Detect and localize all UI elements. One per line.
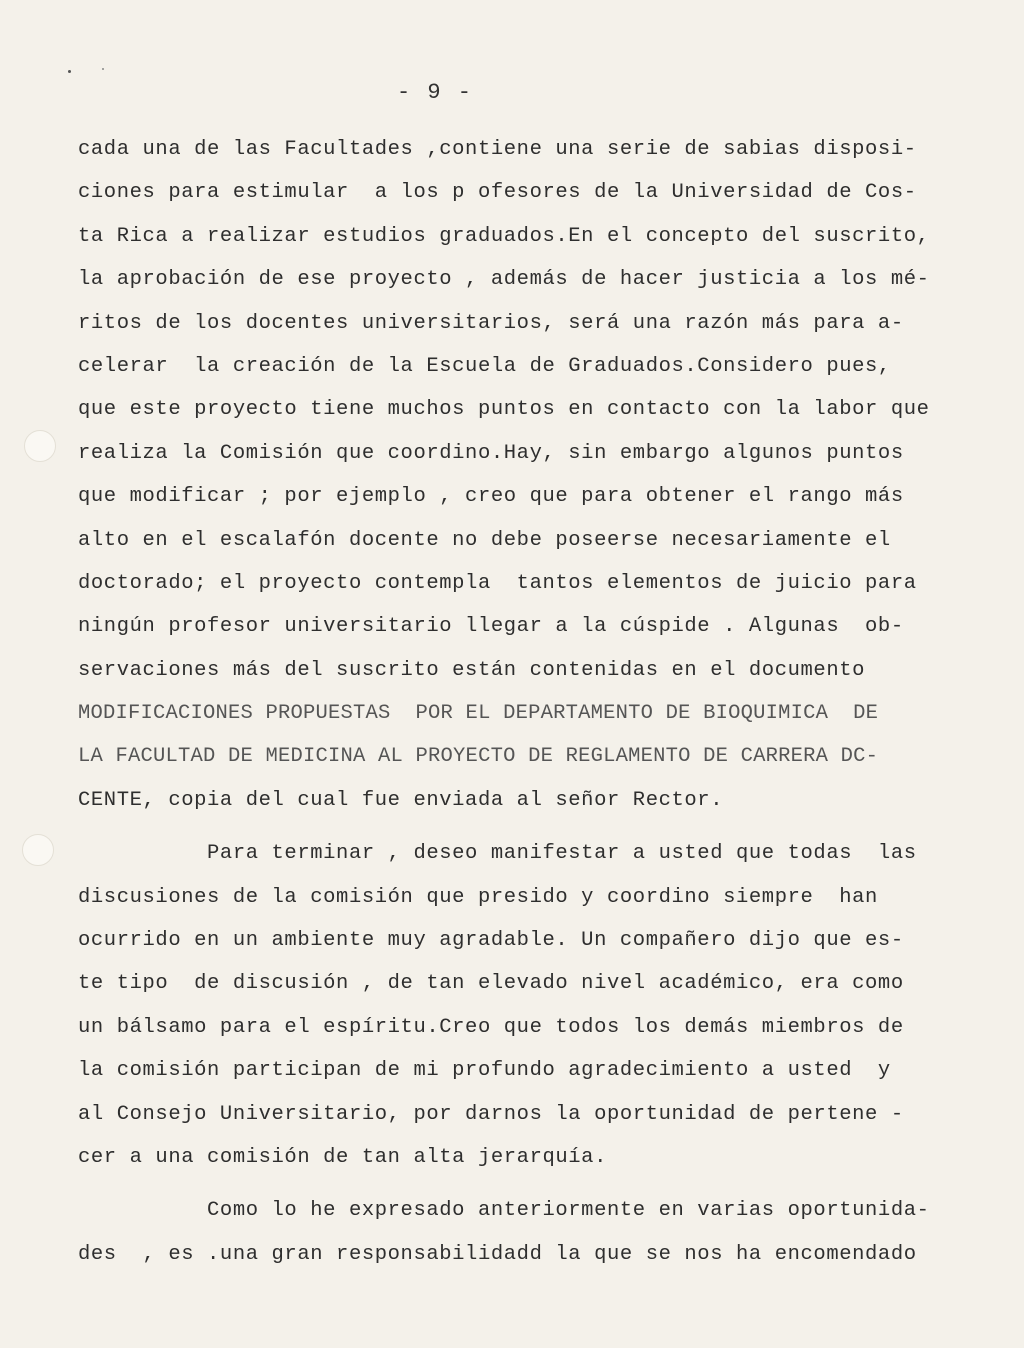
text-line: servaciones más del suscrito están contenidas en el documento: [78, 658, 866, 682]
text-line: cer a una comisión de tan alta jerarquía.: [78, 1145, 607, 1169]
paragraph: [78, 128, 958, 822]
text-line: que este proyecto tiene muchos puntos en contacto con la labor que: [78, 398, 930, 422]
typed-body-text: [78, 128, 958, 1276]
text-line: ciones para estimular a los p ofesores de la Universidad de Cos-: [78, 181, 917, 205]
text-line: realiza la Comisión que coordino.Hay, sin embargo algunos puntos: [78, 441, 904, 465]
punch-hole-top: [24, 430, 56, 462]
text-line: ta Rica a realizar estudios graduados.En el concepto del suscrito,: [78, 224, 930, 248]
text-line: des , es .una gran responsabilidadd la que se nos ha encomendado: [78, 1242, 917, 1266]
text-line: doctorado; el proyecto contempla tantos elementos de juicio para: [78, 571, 917, 595]
text-line: cada una de las Facultades ,contiene una serie de sabias disposi-: [78, 138, 917, 161]
text-line: celerar la creación de la Escuela de Graduados.Considero pues,: [78, 354, 891, 378]
text-line: ritos de los docentes universitarios, será una razón más para a-: [78, 311, 904, 335]
text-line: discusiones de la comisión que presido y coordino siempre han: [78, 885, 878, 909]
ink-speck: [102, 68, 104, 70]
text-line: alto en el escalafón docente no debe poseerse necesariamente el: [78, 528, 891, 552]
paragraph: [78, 832, 958, 1179]
paragraph: [78, 1189, 958, 1276]
text-line: al Consejo Universitario, por darnos la oportunidad de pertene -: [78, 1102, 904, 1126]
text-line: Para terminar , deseo manifestar a usted que todas las: [78, 842, 917, 866]
text-line: la comisión participan de mi profundo agradecimiento a usted y: [78, 1059, 891, 1083]
paragraph-gap: [78, 1179, 958, 1189]
text-line: la aprobación de ese proyecto , además de hacer justicia a los mé-: [78, 268, 930, 292]
text-line: ocurrido en un ambiente muy agradable. Un compañero dijo que es-: [78, 929, 904, 953]
ink-speck: [68, 70, 71, 73]
text-line: CENTE, copia del cual fue enviada al señor Rector.: [78, 788, 724, 812]
text-line: MODIFICACIONES PROPUESTAS POR EL DEPARTAMENTO DE BIOQUIMICA DE: [78, 702, 879, 726]
page-number: - 9 -: [396, 80, 473, 105]
text-line: te tipo de discusión , de tan elevado nivel académico, era como: [78, 972, 904, 996]
paragraph-gap: [78, 822, 958, 832]
text-line: LA FACULTAD DE MEDICINA AL PROYECTO DE REGLAMENTO DE CARRERA DC-: [78, 745, 879, 769]
punch-hole-bottom: [22, 834, 54, 866]
text-line: Como lo he expresado anteriormente en varias oportunida-: [78, 1199, 930, 1223]
text-line: ningún profesor universitario llegar a la cúspide . Algunas ob-: [78, 615, 904, 639]
text-line: que modificar ; por ejemplo , creo que para obtener el rango más: [78, 485, 904, 509]
text-line: un bálsamo para el espíritu.Creo que todos los demás miembros de: [78, 1015, 904, 1039]
